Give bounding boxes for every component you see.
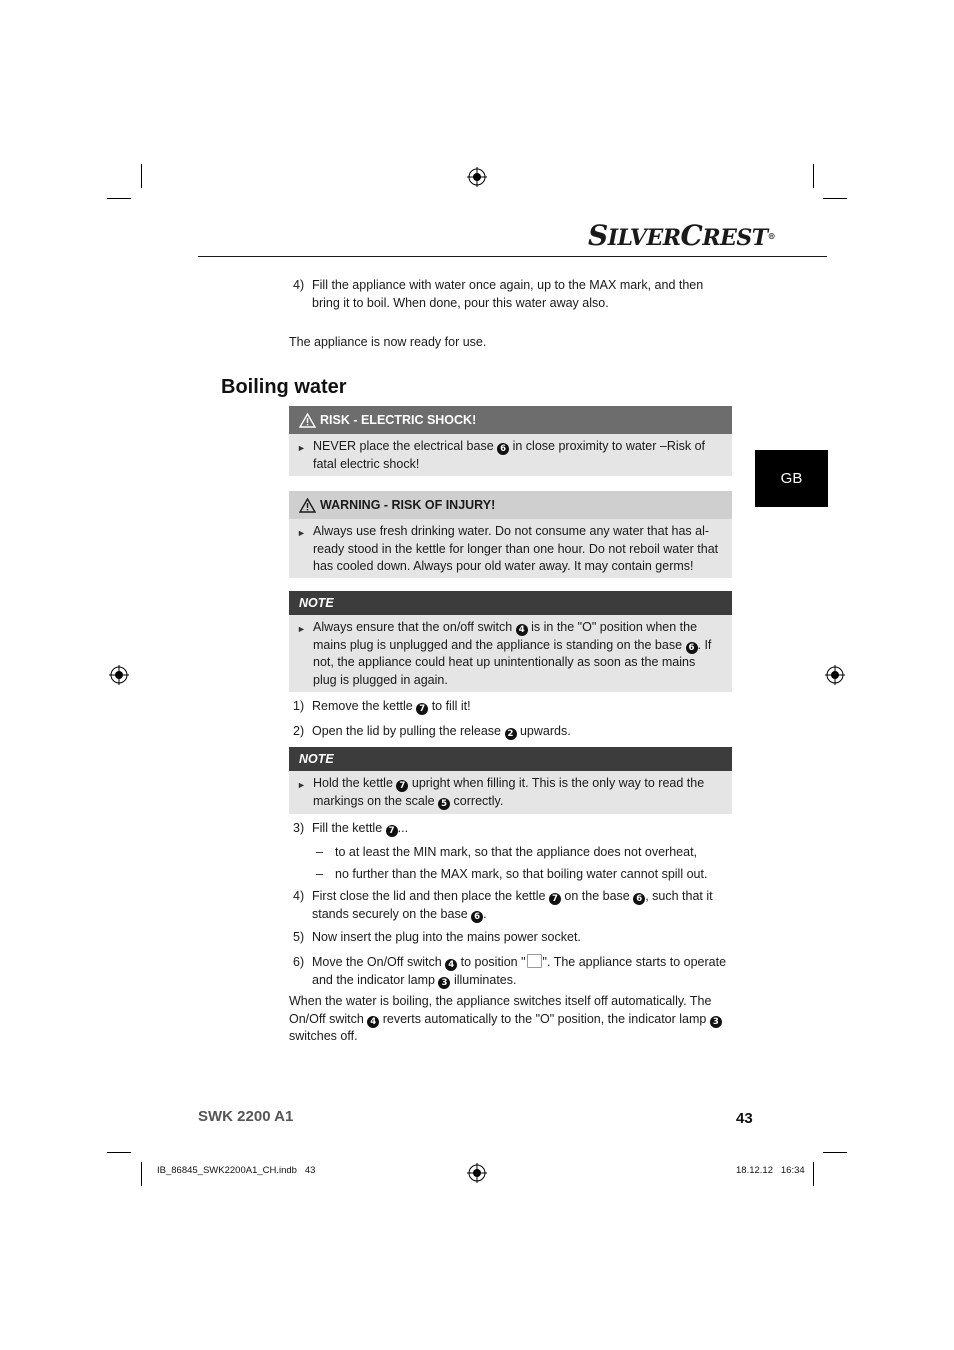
crop-mark — [141, 164, 142, 188]
registration-mark-icon — [467, 167, 487, 187]
note-box — [289, 591, 732, 692]
bullet-arrow-icon: ► — [297, 528, 306, 538]
list-item: 4) Fill the appliance with water once again, up to the MAX mark, and then bring it to boil. When done, pour this water away also. — [293, 278, 704, 310]
list-item: 2) Open the lid by pulling the release 2 upwards. — [293, 724, 571, 739]
ref-number: 5 — [438, 798, 450, 810]
ref-number: 6 — [497, 443, 509, 455]
bullet-arrow-icon: ► — [297, 780, 306, 790]
warning-box — [289, 491, 732, 578]
ref-number: 3 — [438, 977, 450, 989]
ready-text: The appliance is now ready for use. — [289, 335, 487, 349]
registration-mark-icon — [109, 665, 129, 685]
brand-logo: SILVERCREST® — [588, 219, 776, 252]
note-box-header: NOTE — [289, 747, 732, 771]
ref-number: 2 — [505, 728, 517, 740]
crop-mark — [823, 1152, 847, 1153]
registration-mark-icon — [825, 665, 845, 685]
ref-number: 7 — [416, 703, 428, 715]
warning-box-title: WARNING - RISK OF INJURY! — [320, 498, 496, 512]
switch-position-icon — [527, 954, 542, 968]
list-item: 1) Remove the kettle 7 to fill it! — [293, 699, 471, 714]
crop-mark — [813, 164, 814, 188]
risk-box-body: ► NEVER place the electrical base 6 in close proximity to water –Risk of fatal electric shock! — [289, 434, 732, 476]
list-item: 4) First close the lid and then place the kettle 7 on the base 6 , such that it stands securely on the base 6 . — [293, 889, 713, 922]
dash-item: – to at least the MIN mark, so that the appliance does not overheat, — [316, 845, 698, 859]
warning-box-header — [289, 491, 732, 519]
bullet-arrow-icon: ► — [297, 443, 306, 453]
crop-mark — [813, 1162, 814, 1186]
list-item: 3) Fill the kettle 7 ... — [293, 821, 409, 836]
registration-mark-icon — [467, 1163, 487, 1183]
warning-triangle-icon — [299, 413, 316, 428]
dash-item: – no further than the MAX mark, so that boiling water cannot spill out. — [316, 867, 708, 881]
header-rule — [198, 256, 827, 257]
crop-mark — [823, 198, 847, 199]
ref-number: 6 — [633, 893, 645, 905]
section-title: Boiling water — [221, 376, 347, 398]
print-date: 18.12.12 16:34 — [736, 1165, 805, 1176]
risk-box — [289, 406, 732, 476]
ref-number: 7 — [549, 893, 561, 905]
bullet-arrow-icon: ► — [297, 624, 306, 634]
ref-number: 6 — [686, 642, 698, 654]
note-box-header: NOTE — [289, 591, 732, 615]
crop-mark — [107, 198, 131, 199]
page-number: 43 — [736, 1110, 753, 1127]
footer-model: SWK 2200 A1 — [198, 1108, 294, 1125]
list-item: 6) Move the On/Off switch 4 to position " ". The appliance starts to operate and the indicator lamp 3 illuminates. — [293, 955, 727, 988]
list-item: 5) Now insert the plug into the mains power socket. — [293, 930, 581, 944]
print-slug: IB_86845_SWK2200A1_CH.indb 43 — [157, 1165, 316, 1176]
ref-number: 4 — [445, 959, 457, 971]
note-box-body: ► Always ensure that the on/off switch 4 is in the "O" position when the mains plug is unplugged and the appliance is standing on the base 6 . If not, the appliance could heat up unintentionally as soon as the mains plug is plugged in again. — [289, 615, 732, 692]
warning-box-body: ► Always use fresh drinking water. Do not consume any water that has al-ready stood in the kettle for longer than one hour. Do not reboil water that has cooled down. Always pour old water away. It may contain germs! — [289, 519, 732, 578]
closing-paragraph: When the water is boiling, the appliance switches itself off automatically. The On/Off switch 4 reverts automatically to the "O" position, the indicator lamp 3 switches off. — [289, 993, 735, 1046]
warning-triangle-icon — [299, 498, 316, 513]
ref-number: 7 — [396, 780, 408, 792]
note-box — [289, 747, 732, 814]
crop-mark — [107, 1152, 131, 1153]
language-tab: GB — [755, 450, 828, 507]
note-box-body: ► Hold the kettle 7 upright when filling it. This is the only way to read the markings on the scale 5 correctly. — [289, 771, 732, 814]
risk-box-header — [289, 406, 732, 434]
ref-number: 4 — [516, 624, 528, 636]
ref-number: 6 — [471, 911, 483, 923]
crop-mark — [141, 1162, 142, 1186]
ref-number: 4 — [367, 1016, 379, 1028]
risk-box-title: RISK - ELECTRIC SHOCK! — [320, 413, 477, 427]
ref-number: 7 — [386, 825, 398, 837]
ref-number: 3 — [710, 1016, 722, 1028]
